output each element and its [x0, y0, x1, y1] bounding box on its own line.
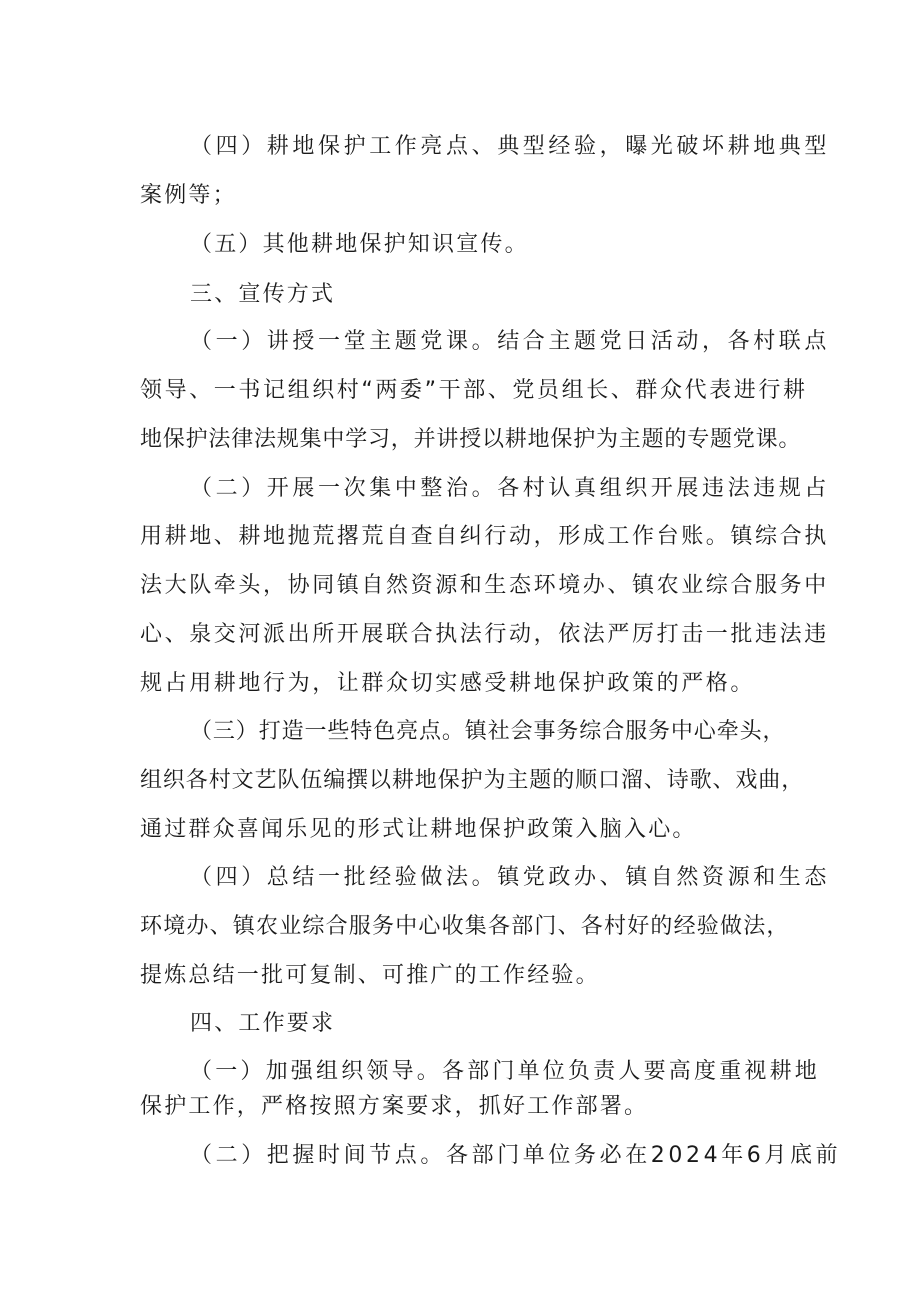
text-line: （二）把握时间节点。各部门单位务必在2024年6月底前	[190, 1143, 842, 1168]
text-line: （二）开展一次集中整治。各村认真组织开展违法违规占	[190, 476, 831, 501]
text-line: 保护工作，严格按照方案要求，抓好工作部署。	[140, 1094, 649, 1119]
text-line: 组织各村文艺队伍编撰以耕地保护为主题的顺口溜、诗歌、戏曲，	[140, 768, 805, 793]
section-heading: 三、宣传方式	[190, 282, 336, 307]
text-line: 通过群众喜闻乐见的形式让耕地保护政策入脑入心。	[140, 817, 697, 842]
text-line: 法大队牵头，协同镇自然资源和生态环境办、镇农业综合服务中	[140, 573, 829, 598]
text-line: （一）讲授一堂主题党课。结合主题党日活动，各村联点	[190, 329, 831, 354]
section-heading: 四、工作要求	[190, 1011, 336, 1036]
text-line: （四）总结一批经验做法。镇党政办、镇自然资源和生态	[190, 865, 831, 890]
text-line: （三）打造一些特色亮点。镇社会事务综合服务中心牵头，	[190, 719, 786, 744]
text-line: 规占用耕地行为，让群众切实感受耕地保护政策的严格。	[140, 671, 756, 696]
text-line: 地保护法律法规集中学习，并讲授以耕地保护为主题的专题党课。	[140, 427, 802, 452]
text-line: 案例等；	[140, 183, 237, 208]
text-line: 领导、一书记组织村“两委”干部、党员组长、群众代表进行耕	[140, 378, 808, 403]
text-line: 提炼总结一批可复制、可推广的工作经验。	[140, 963, 600, 988]
text-line: （四）耕地保护工作亮点、典型经验，曝光破坏耕地典型	[190, 134, 831, 159]
text-line: （一）加强组织领导。各部门单位负责人要高度重视耕地	[190, 1059, 821, 1084]
text-line: 环境办、镇农业综合服务中心收集各部门、各村好的经验做法，	[140, 914, 790, 939]
text-line: 心、泉交河派出所开展联合执法行动，依法严厉打击一批违法违	[140, 622, 829, 647]
text-line: 用耕地、耕地抛荒撂荒自查自纠行动，形成工作台账。镇综合执	[140, 524, 829, 549]
text-line: （五）其他耕地保护知识宣传。	[190, 232, 529, 257]
